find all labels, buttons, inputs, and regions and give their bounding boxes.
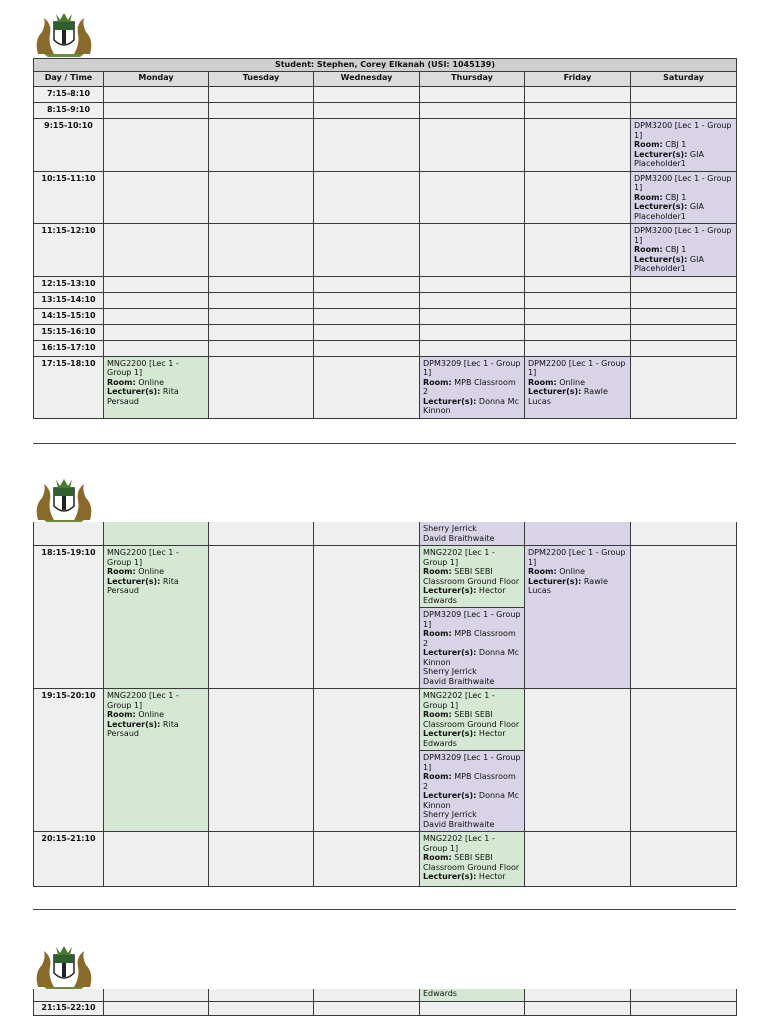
time-slot: 8:15-9:10 bbox=[34, 103, 104, 119]
header-row bbox=[34, 72, 737, 87]
time-slot: 17:15-18:10 bbox=[34, 356, 104, 418]
table-row bbox=[34, 87, 737, 103]
header-thursday: Thursday bbox=[420, 72, 525, 87]
timetable-page-1 bbox=[33, 58, 737, 419]
class-event-dpm3200[interactable]: DPM3200 [Lec 1 - Group 1] Room: CBJ 1 Lecturer(s): GIA Placeholder1 bbox=[631, 119, 737, 172]
table-row bbox=[34, 324, 737, 340]
table-row bbox=[34, 546, 737, 608]
class-event-mng2202[interactable]: MNG2202 [Lec 1 - Group 1] Room: SEBI SEBI Classroom Ground Floor Lecturer(s): Hector Edwards bbox=[420, 546, 525, 608]
timetable-page-2 bbox=[33, 522, 737, 887]
table-row bbox=[34, 689, 737, 751]
header-wednesday: Wednesday bbox=[314, 72, 420, 87]
class-event-dpm2200[interactable]: DPM2200 [Lec 1 - Group 1] Room: Online Lecturer(s): Rawle Lucas bbox=[525, 546, 631, 689]
time-slot: 16:15-17:10 bbox=[34, 340, 104, 356]
time-slot: 11:15-12:10 bbox=[34, 224, 104, 277]
time-slot: 19:15-20:10 bbox=[34, 689, 104, 832]
class-event-dpm3209[interactable]: DPM3209 [Lec 1 - Group 1] Room: MPB Classroom 2 Lecturer(s): Donna Mc Kinnon bbox=[420, 356, 525, 418]
crest-logo-icon bbox=[32, 476, 96, 524]
table-row bbox=[34, 103, 737, 119]
class-event-mng2202[interactable]: MNG2202 [Lec 1 - Group 1] Room: SEBI SEBI Classroom Ground Floor Lecturer(s): Hector Edwards bbox=[420, 689, 525, 751]
time-slot: 13:15-14:10 bbox=[34, 292, 104, 308]
header-tuesday: Tuesday bbox=[209, 72, 314, 87]
time-slot: 21:15-22:10 bbox=[34, 1001, 104, 1015]
table-row bbox=[34, 292, 737, 308]
time-slot: 15:15-16:10 bbox=[34, 324, 104, 340]
header-friday: Friday bbox=[525, 72, 631, 87]
table-row bbox=[34, 1001, 737, 1015]
time-slot: 10:15-11:10 bbox=[34, 171, 104, 224]
header-day-time: Day / Time bbox=[34, 72, 104, 87]
table-row bbox=[34, 171, 737, 224]
time-slot: 7:15-8:10 bbox=[34, 87, 104, 103]
table-row bbox=[34, 356, 737, 418]
page-divider bbox=[33, 443, 736, 444]
table-row bbox=[34, 276, 737, 292]
table-row bbox=[34, 340, 737, 356]
time-slot: 18:15-19:10 bbox=[34, 546, 104, 689]
table-row bbox=[34, 522, 737, 546]
class-event-mng2202-continued[interactable]: Edwards bbox=[420, 989, 525, 1001]
crest-logo-icon bbox=[32, 10, 96, 58]
time-slot: 20:15-21:10 bbox=[34, 832, 104, 887]
time-slot: 12:15-13:10 bbox=[34, 276, 104, 292]
class-event-mng2200[interactable]: MNG2200 [Lec 1 - Group 1] Room: Online Lecturer(s): Rita Persaud bbox=[104, 689, 209, 832]
class-event-dpm3209[interactable]: DPM3209 [Lec 1 - Group 1] Room: MPB Classroom 2 Lecturer(s): Donna Mc Kinnon Sherry Jerrick David Braithwaite bbox=[420, 608, 525, 689]
class-event-dpm3209[interactable]: DPM3209 [Lec 1 - Group 1] Room: MPB Classroom 2 Lecturer(s): Donna Mc Kinnon Sherry Jerrick David Braithwaite bbox=[420, 751, 525, 832]
class-event-mng2200[interactable]: MNG2200 [Lec 1 - Group 1] Room: Online Lecturer(s): Rita Persaud bbox=[104, 356, 209, 418]
header-monday: Monday bbox=[104, 72, 209, 87]
class-event-dpm3209-continued[interactable]: Sherry Jerrick David Braithwaite bbox=[420, 522, 525, 546]
crest-logo-icon bbox=[32, 943, 96, 991]
page-divider bbox=[33, 909, 736, 910]
timetable-page-3 bbox=[33, 989, 737, 1016]
class-event-dpm3200[interactable]: DPM3200 [Lec 1 - Group 1] Room: CBJ 1 Lecturer(s): GIA Placeholder1 bbox=[631, 224, 737, 277]
table-row bbox=[34, 119, 737, 172]
table-row bbox=[34, 308, 737, 324]
student-title: Student: Stephen, Corey Elkanah (USI: 1045139) bbox=[34, 59, 737, 72]
class-event-dpm2200[interactable]: DPM2200 [Lec 1 - Group 1] Room: Online Lecturer(s): Rawle Lucas bbox=[525, 356, 631, 418]
class-event-dpm3200[interactable]: DPM3200 [Lec 1 - Group 1] Room: CBJ 1 Lecturer(s): GIA Placeholder1 bbox=[631, 171, 737, 224]
table-row bbox=[34, 224, 737, 277]
time-slot: 14:15-15:10 bbox=[34, 308, 104, 324]
class-event-mng2200[interactable]: MNG2200 [Lec 1 - Group 1] Room: Online Lecturer(s): Rita Persaud bbox=[104, 546, 209, 689]
class-event-mng2202[interactable]: MNG2202 [Lec 1 - Group 1] Room: SEBI SEBI Classroom Ground Floor Lecturer(s): Hector bbox=[420, 832, 525, 887]
table-row bbox=[34, 989, 737, 1001]
table-row bbox=[34, 832, 737, 887]
time-slot: 9:15-10:10 bbox=[34, 119, 104, 172]
header-saturday: Saturday bbox=[631, 72, 737, 87]
